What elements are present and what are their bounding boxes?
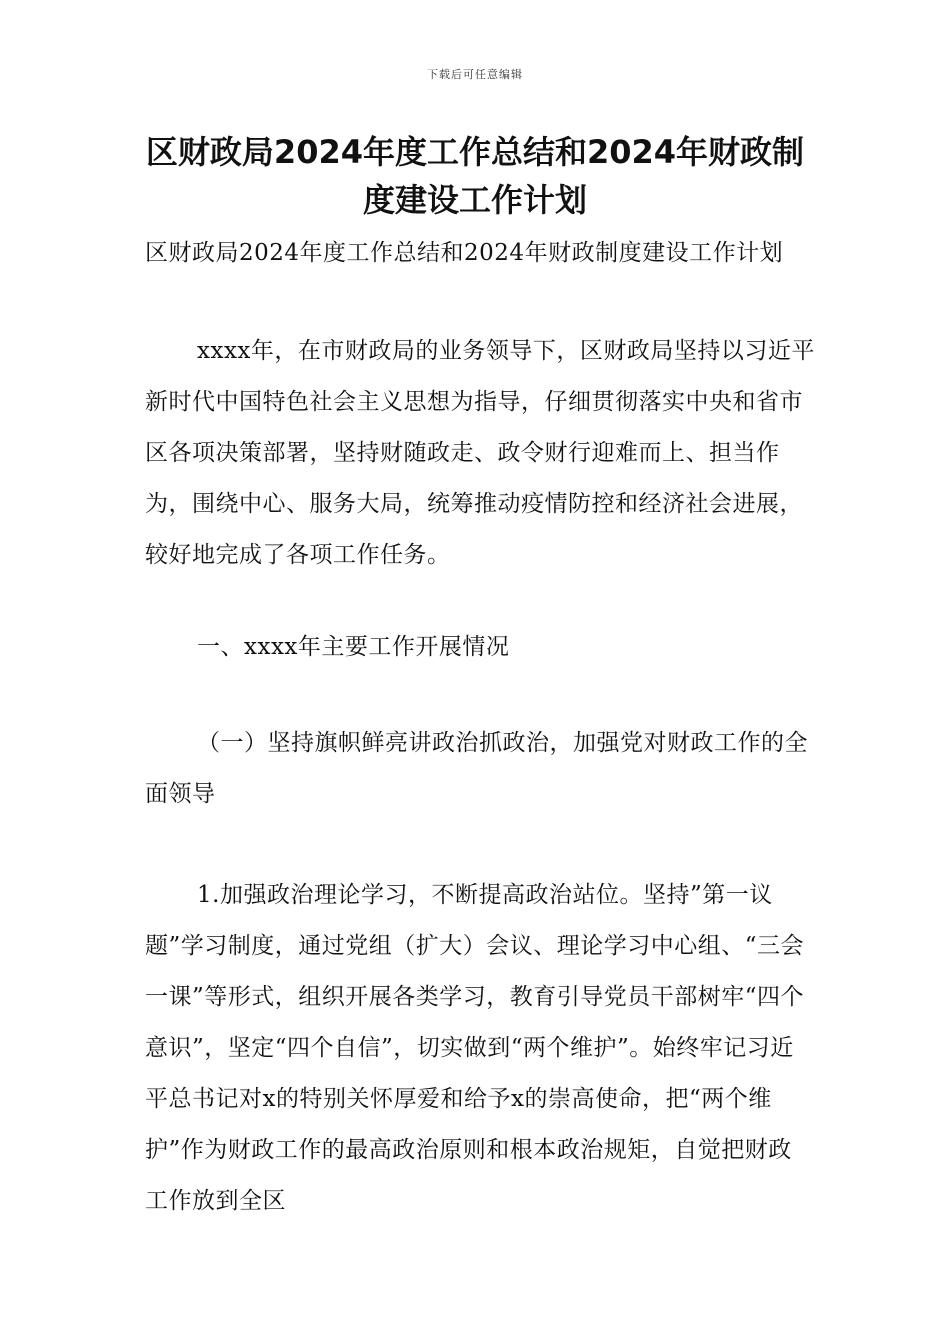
subsection-heading: （一）坚持旗帜鲜亮讲政治抓政治，加强党对财政工作的全面领导 (145, 730, 808, 807)
intro-paragraph: xxxx年，在市财政局的业务领导下，区财政局坚持以习近平新时代中国特色社会主义思想为指导，仔细贯彻落实中央和省市区各项决策部署，坚持财随政走、政令财行迎难而上、担当作为，围绕中心、服务大局，统筹推动疫情防控和经济社会进展，较好地完成了各项工作任务。 (145, 338, 815, 568)
document-title: 区财政局2024年度工作总结和2024年财政制度建设工作计划 (145, 133, 805, 219)
document-subtitle: 区财政局2024年度工作总结和2024年财政制度建设工作计划 (145, 240, 784, 266)
body-paragraph: 1.加强政治理论学习，不断提高政治站位。坚持”第一议题”学习制度，通过党组（扩大）会议、理论学习中心组、“三会一课”等形式，组织开展各类学习，教育引导党员干部树牢“四个意识”，坚定“四个自信”，切实做到“两个维护”。始终牢记习近平总书记对x的特别关怀厚爱和给予x的崇高使命，把“两个维护”作为财政工作的最高政治原则和根本政治规矩，自觉把财政工作放到全区 (145, 882, 805, 1214)
section-heading: 一、xxxx年主要工作开展情况 (197, 634, 510, 660)
header-note: 下载后可任意编辑 (427, 68, 523, 81)
